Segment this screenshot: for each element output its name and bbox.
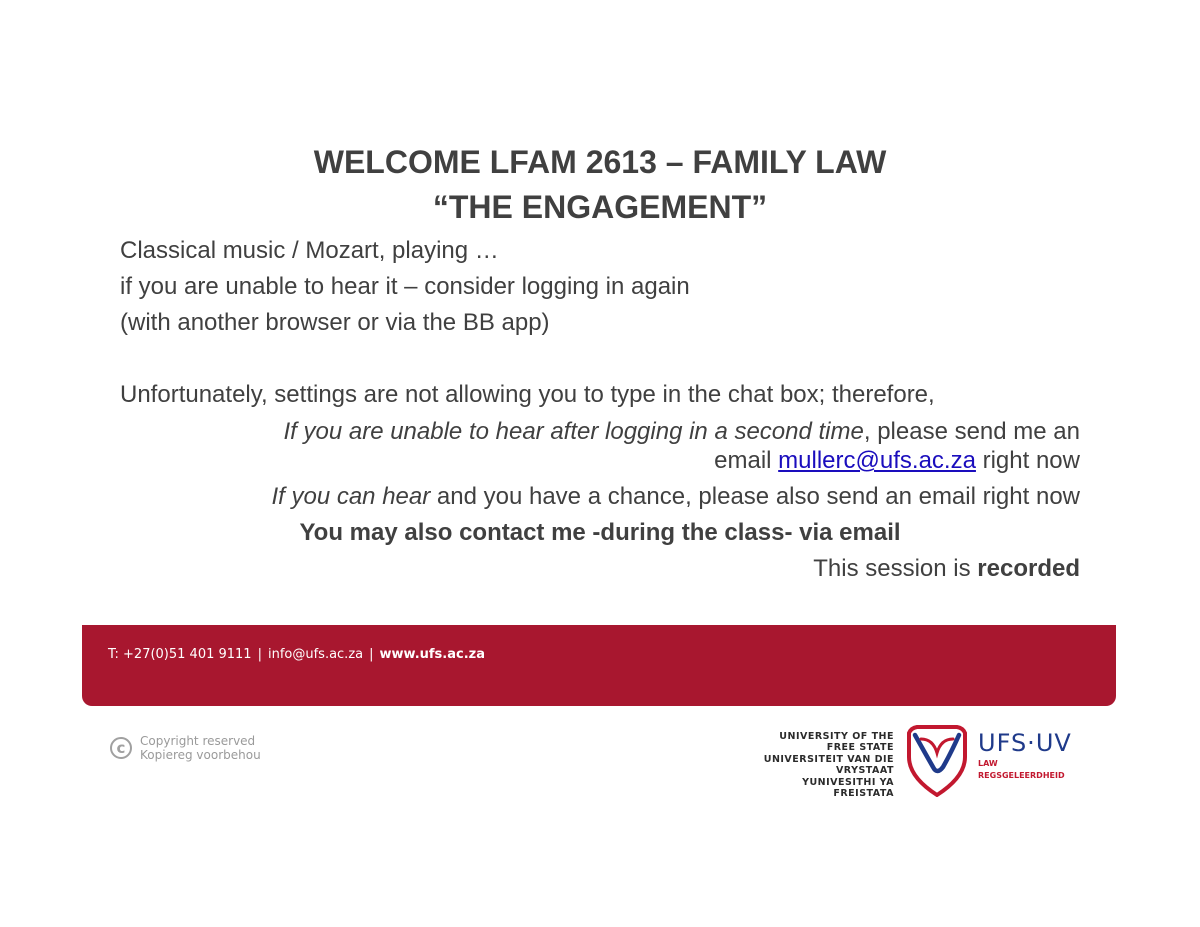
email-suffix: right now [975, 447, 1080, 474]
recording-notice [813, 554, 1080, 584]
can-hear-italic: If you can hear [271, 483, 431, 510]
footer-band [82, 625, 1116, 706]
brand-name: UFS·UV [978, 729, 1072, 757]
ufs-brand [978, 729, 1072, 781]
can-hear-rest: and you have a chance, please also send an email right now [430, 483, 1080, 510]
copyright-line-2: Kopiereg voorbehou [140, 748, 261, 762]
university-name-line: VRYSTAAT [835, 765, 894, 777]
university-names [764, 731, 894, 799]
ufs-crest-logo [903, 723, 971, 797]
faculty-law: LAW [978, 759, 998, 768]
university-name-line: FREE STATE [826, 742, 894, 754]
footer-separator: | [369, 647, 374, 662]
second-time-italic: If you are unable to hear after logging in a second time [283, 418, 864, 445]
page-subtitle: “THE ENGAGEMENT” [432, 189, 768, 225]
can-hear-instruction [271, 482, 1080, 512]
browser-notice: (with another browser or via the BB app) [120, 309, 550, 336]
footer-website[interactable]: www.ufs.ac.za [379, 647, 485, 662]
university-name-line: YUNIVESITHI YA [802, 776, 894, 788]
footer-separator: | [257, 647, 262, 662]
university-name-line: UNIVERSITEIT VAN DIE [763, 753, 894, 765]
second-time-instruction [283, 417, 1080, 447]
contact-bold: You may also contact me -during the class- via email [299, 519, 901, 546]
footer-phone: T: +27(0)51 401 9111 [108, 647, 252, 662]
page-title: WELCOME LFAM 2613 – FAMILY LAW [313, 144, 887, 180]
second-time-rest: , please send me an [863, 418, 1080, 445]
footer-info-email[interactable]: info@ufs.ac.za [267, 647, 364, 662]
email-prefix: email [714, 447, 779, 474]
session-text: This session is [813, 555, 978, 582]
email-instruction [714, 446, 1080, 476]
recorded-bold: recorded [977, 555, 1080, 582]
chat-notice: Unfortunately, settings are not allowing you to type in the chat box; therefore, [120, 381, 935, 408]
copyright-line-1: Copyright reserved [140, 734, 256, 748]
faculty-regsgeleerdheid: REGSGELEERDHEID [978, 771, 1065, 780]
music-notice: Classical music / Mozart, playing … [120, 237, 499, 264]
university-name-line: FREISTATA [833, 788, 894, 800]
email-link[interactable]: mullerc@ufs.ac.za [778, 447, 976, 474]
university-name-line: UNIVERSITY OF THE [779, 731, 894, 742]
footer-contact [108, 647, 485, 662]
contact-notice [0, 518, 1200, 548]
copyright-icon: c [110, 737, 132, 759]
login-again-notice: if you are unable to hear it – consider logging in again [120, 273, 690, 300]
copyright-notice [110, 734, 261, 762]
